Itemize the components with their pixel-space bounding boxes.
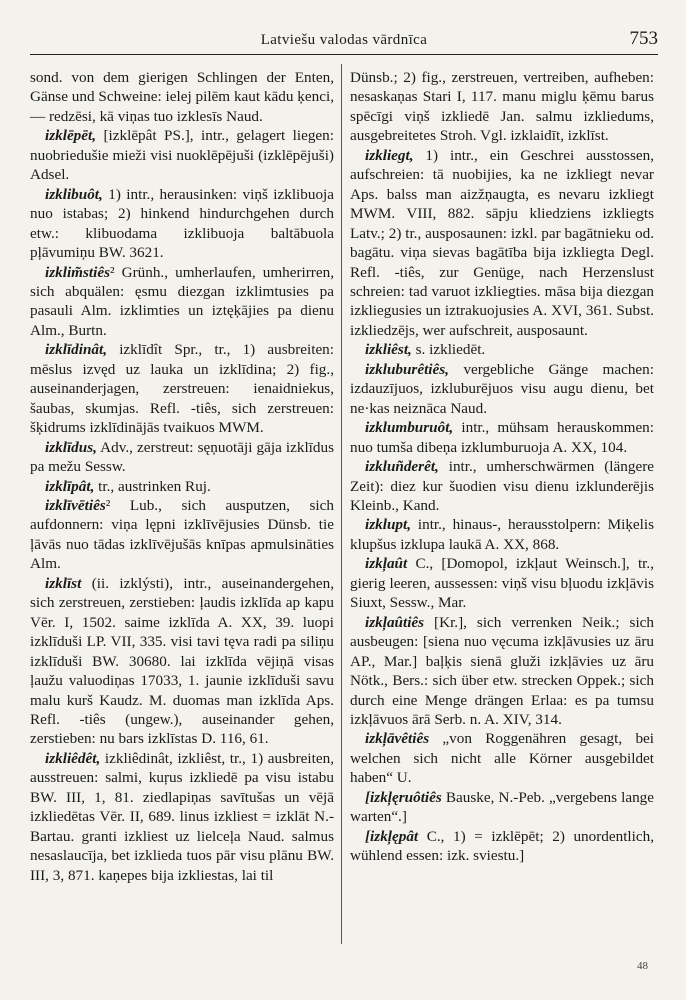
entry-text: ² Lub., sich ausputzen, sich aufdonnern: viņa lępni izklīvējusies Dünsb. tie ļāvās nuo tādas izklīvējušās knīpas apmulsināties Alm. [30, 496, 334, 573]
entry-text: izkliêdinât, izkliêst, tr., 1) ausbreiten, ausstreuen: salmi, kuŗus izkliedē pa visu istabu BW. III, 1, 81. ziedlapiņas savītušas un vējā izkliedētas Vēr. II, 689. linus izkliest = izklāt N.-Bartau. granti izkliest uz lielceļa Naud. salmus nesaslaucīja, bet izklieda tuos pār visu plānu BW. III, 3, 871. kaņepes bija izkliestas, lai til [30, 749, 334, 884]
dictionary-entry [350, 68, 654, 146]
dictionary-entry [30, 185, 334, 263]
entry-headword: izklīdinât, [45, 341, 108, 359]
entry-text: Adv., zerstreut: sęņuotāji gāja izklīdus pa mežu Sessw. [30, 438, 334, 476]
dictionary-entry [30, 126, 334, 184]
dictionary-entry [350, 613, 654, 730]
entry-text: Bauske, N.-Peb. „vergebens lange warten“.] [350, 788, 654, 826]
dictionary-entry [30, 749, 334, 885]
signature-mark: 48 [637, 960, 648, 972]
entry-text: [Kr.], sich verrenken Neik.; sich ausbeugen: [siena nuo vęcuma izkļāvusies uz āru AP., Mar.] baļķis sienā gluži izkļāvies uz āru Nötk., Bers.: sich über etw. strecken Oppek.; sich durch eine Menge drängen Erlaa: es pa tumsu izkļāvuos ārā Serb. n. A. XIV, 314. [350, 613, 654, 728]
entry-text: tr., austrinken Ruj. [98, 477, 211, 495]
entry-text: 1) intr., herausinken: viņš izklibuoja nuo istabas; 2) hinkend hindurchgehen durch etw.: klibuodama izklibuoja baltābuola pļāvumiņu BW. 3621. [30, 185, 334, 262]
dictionary-entry [350, 418, 654, 457]
entry-text: izklīdît Spr., tr., 1) ausbreiten: mēslus izvęd uz lauka un izklīdina; 2) fig., auseinanderjagen, zerstreuen: ienaidniekus, šaubas, skumjas. Refl. -tiês, sich zerstreuen: šķidrums izklīdinājās tvaikuos MWM. [30, 341, 334, 437]
entry-text: C., 1) = izklēpēt; 2) unordentlich, wühlend essen: izk. sviestu.] [350, 827, 654, 865]
entry-text: (ii. izklýsti), intr., auseinandergehen, sich zerstreuen, zerstieben: ļaudis izklīda ap kapu Vēr. I, 1502. saime izklīda A. XX, 39. luopi izklīduši LP. VII, 335. visi tavi tęva radi pa siliņu izklīduši BW. 30680. lai izklīda vējiņā visas ļaužu valuodiņas 17033, 1. jaunie izklīduši savu malu kurš Kaudz. M. duomas man izklīda Aps. Refl. -tiês (ungew.), auseinander gehen, zerstieben: nu bars izklīstas D. 116, 61. [30, 574, 334, 748]
dictionary-entry [350, 340, 654, 359]
entry-headword: [izkļęruôtiês [365, 788, 442, 806]
dictionary-entry [350, 827, 654, 866]
entry-text: vergebliche Gänge machen: izdauzījuos, izkluburējuos visu augu dienu, bet ne·kas neiznāca Naud. [350, 360, 654, 417]
entry-text: sond. von dem gierigen Schlingen der Enten, Gänse und Schweine: ielej pilēm kaut kādu ķenci, — redzēsi, kā viņas tuo izklesīs Naud. [30, 69, 334, 125]
entry-headword: izklumburuôt, [365, 419, 454, 437]
entry-headword: izkliêdêt, [45, 749, 101, 767]
entry-text: [izklēpât PS.], intr., gelagert liegen: nuobriedušie mieži visi nuoklēpējuši (izklēpējuši) Adsel. [30, 127, 334, 184]
page-header [30, 28, 658, 55]
column-divider [341, 64, 342, 944]
dictionary-entry [30, 68, 334, 126]
entry-headword: izkluñderêt, [365, 458, 439, 476]
entry-headword: izklīst [45, 574, 82, 592]
entry-headword: izkļaûtiês [365, 613, 425, 631]
entry-headword: izkļaût [365, 555, 408, 573]
entry-text: s. izkliedēt. [415, 341, 486, 359]
dictionary-entry [350, 554, 654, 612]
entry-headword: izklēpēt, [45, 127, 97, 145]
entry-headword: izklīvētiês [45, 496, 106, 514]
dictionary-entry [30, 263, 334, 341]
running-title: Latviešu valodas vārdnīca [260, 32, 428, 48]
entry-text: intr., hinaus-, herausstolpern: Miķelis klupšus izklupa laukā A. XX, 868. [350, 516, 654, 553]
entry-headword: izklim̃stiês [45, 263, 110, 281]
entry-headword: izklupt, [365, 516, 412, 534]
dictionary-entry [350, 146, 654, 341]
entry-text: C., [Domopol, izkļaut Weinsch.], tr., gierig leeren, aussessen: viņš visu bļuodu izkļāvis Siuxt, Sessw., Mar. [350, 555, 654, 612]
entry-headword: izkliêst, [365, 341, 412, 359]
dictionary-entry [30, 496, 334, 574]
entry-headword: izkluburêtiês, [365, 360, 449, 378]
entry-text: „von Roggenähren gesagt, bei welchen sich nicht alle Körner ausgebildet haben“ U. [350, 730, 654, 787]
dictionary-entry [30, 477, 334, 496]
dictionary-entry [30, 574, 334, 749]
right-column [350, 68, 654, 866]
entry-headword: izklīpât, [45, 477, 95, 495]
entry-headword: izkliegt, [365, 146, 414, 164]
entry-headword: izklibuôt, [45, 185, 103, 203]
dictionary-entry [30, 340, 334, 437]
page-number: 753 [629, 28, 658, 49]
dictionary-entry [350, 729, 654, 787]
dictionary-entry [350, 515, 654, 554]
dictionary-entry [350, 788, 654, 827]
left-column [30, 68, 334, 885]
dictionary-entry [30, 438, 334, 477]
entry-headword: [izkļępât [365, 827, 419, 845]
entry-text: Dünsb.; 2) fig., zerstreuen, vertreiben, aufheben: nesaskaņas Stari I, 117. manu miglu ķēmu barus spēcīgi viņš izkliedē Jan. salmu izkliedums, ausgebreitetes Stroh. Vgl. izklaidīt, izklīst. [350, 69, 654, 145]
entry-headword: izkļāvêtiês [365, 730, 430, 748]
entry-text: intr., mühsam herauskommen: nuo tumša dibeņa izklumburuoja A. XX, 104. [350, 419, 654, 456]
entry-headword: izklīdus, [45, 438, 97, 456]
entry-text: intr., umherschwärmen (längere Zeit): diez kur šuodien visu dienu izklunderējis Kleinb., Kand. [350, 458, 654, 514]
dictionary-entry [350, 360, 654, 418]
entry-text: ² Grünh., umherlaufen, umherirren, sich abquälen: ęsmu diezgan izklimtusies pa pasauli Alm. izklimties un iztęķājies pa dienu Alm., Burtn. [30, 263, 334, 339]
entry-text: 1) intr., ein Geschrei ausstossen, aufschreien: tā nuobijies, ka ne izkliegt nevar Aps. balss man aizžņaugta, es nevaru izkliegt MWM. VIII, 882. sāpju kliedziens izkliegts Latv.; 2) tr., ausposaunen: izkl. par bagātnieku od. bagātu. viņa sievas bagātība bija izkliegta Degl. Refl. -tiês, zur Genüge, nach Herzenslust schreien: tad varuot izkliegties. māsa bija diezgan izkliegusies un iztrakuojusies A. XVI, 361. Subst. izkliedzējs, wer aufschreit, ausposaunt. [350, 146, 654, 339]
dictionary-entry [350, 457, 654, 515]
